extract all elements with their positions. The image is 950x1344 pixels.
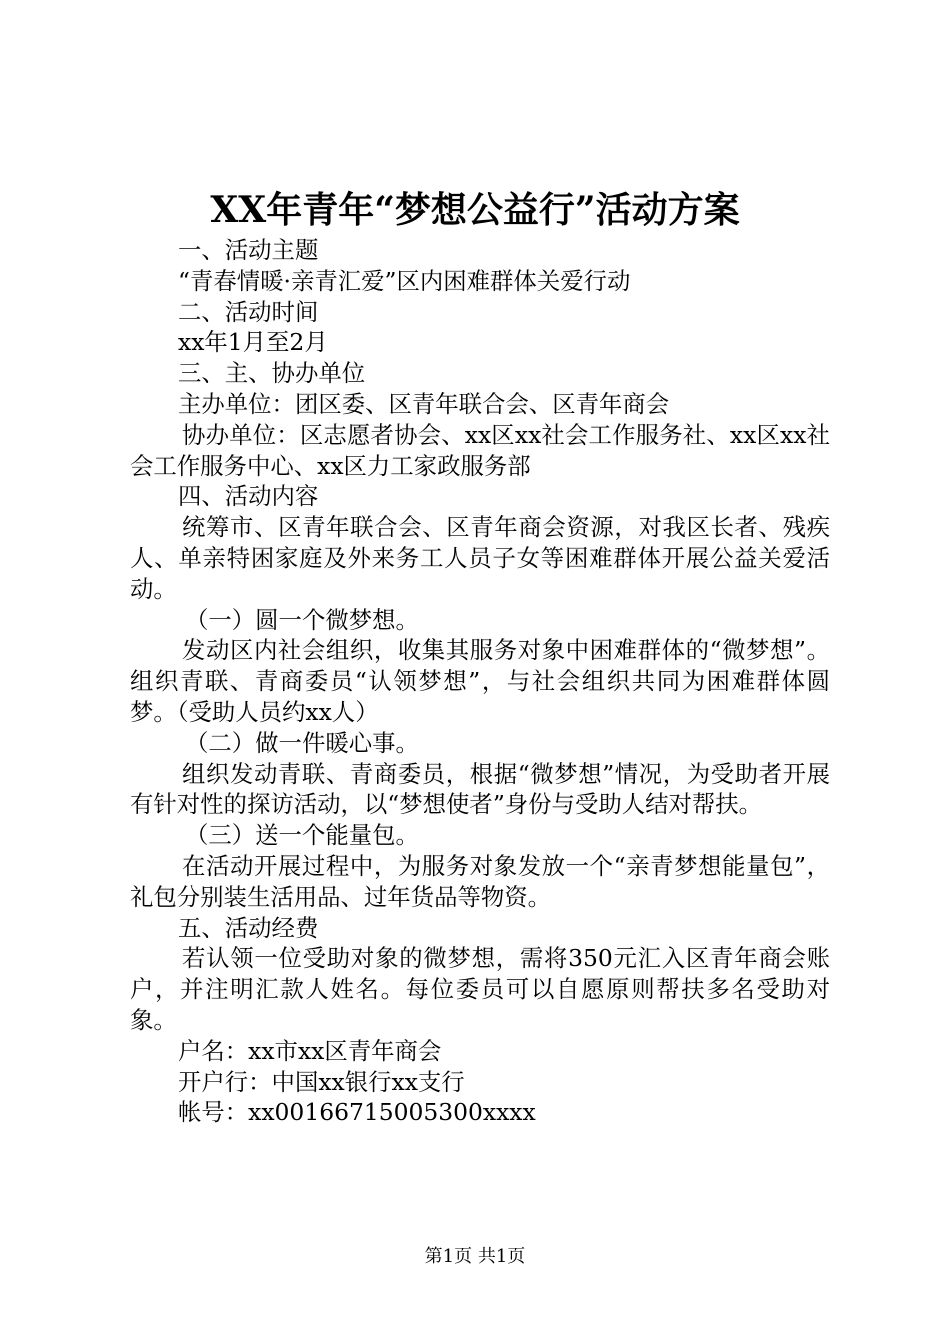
subsection-text: 发动区内社会组织，收集其服务对象中困难群体的“微梦想”。组织青联、青商委员“认领梦想”，与社会组织共同为困难群体圆梦。（受助人员约xx人） — [130, 636, 830, 726]
theme-text: “青春情暖·亲青汇爱”区内困难群体关爱行动 — [178, 266, 631, 295]
account-bank: 开户行：中国xx银行xx支行 — [178, 1067, 465, 1096]
subsection-heading: （一）圆一个微梦想。 — [185, 605, 419, 634]
section-heading: 四、活动内容 — [178, 482, 319, 511]
section-heading: 一、活动主题 — [178, 236, 319, 264]
section-heading: 三、主、协办单位 — [178, 359, 366, 388]
time-text: xx年1月至2月 — [178, 328, 328, 357]
subsection-text: 在活动开展过程中，为服务对象发放一个“亲青梦想能量包”，礼包分别装生活用品、过年货品等物资。 — [130, 851, 830, 911]
account-name: 户名：xx市xx区青年商会 — [178, 1036, 442, 1065]
document-title: XX年青年“梦想公益行”活动方案 — [210, 189, 740, 231]
page-footer: 第1页 共1页 — [424, 1246, 526, 1267]
cohost-units: 协办单位：区志愿者协会、xx区xx社会工作服务社、xx区xx社会工作服务中心、xx区力工家政服务部 — [130, 420, 830, 480]
subsection-text: 组织发动青联、青商委员，根据“微梦想”情况，为受助者开展有针对性的探访活动，以“梦想使者”身份与受助人结对帮扶。 — [130, 759, 830, 819]
host-units: 主办单位：团区委、区青年联合会、区青年商会 — [178, 389, 670, 418]
content-intro: 统筹市、区青年联合会、区青年商会资源，对我区长者、残疾人、单亲特困家庭及外来务工人员子女等困难群体开展公益关爱活动。 — [130, 513, 830, 603]
section-heading: 二、活动时间 — [178, 297, 319, 326]
section-heading: 五、活动经费 — [178, 913, 319, 942]
subsection-heading: （二）做一件暖心事。 — [185, 728, 419, 757]
document-body — [130, 235, 830, 1128]
subsection-heading: （三）送一个能量包。 — [185, 821, 419, 850]
account-number: 帐号：xx00166715005300xxxx — [178, 1098, 536, 1127]
funding-text: 若认领一位受助对象的微梦想，需将350元汇入区青年商会账户，并注明汇款人姓名。每位委员可以自愿原则帮扶多名受助对象。 — [130, 944, 830, 1034]
